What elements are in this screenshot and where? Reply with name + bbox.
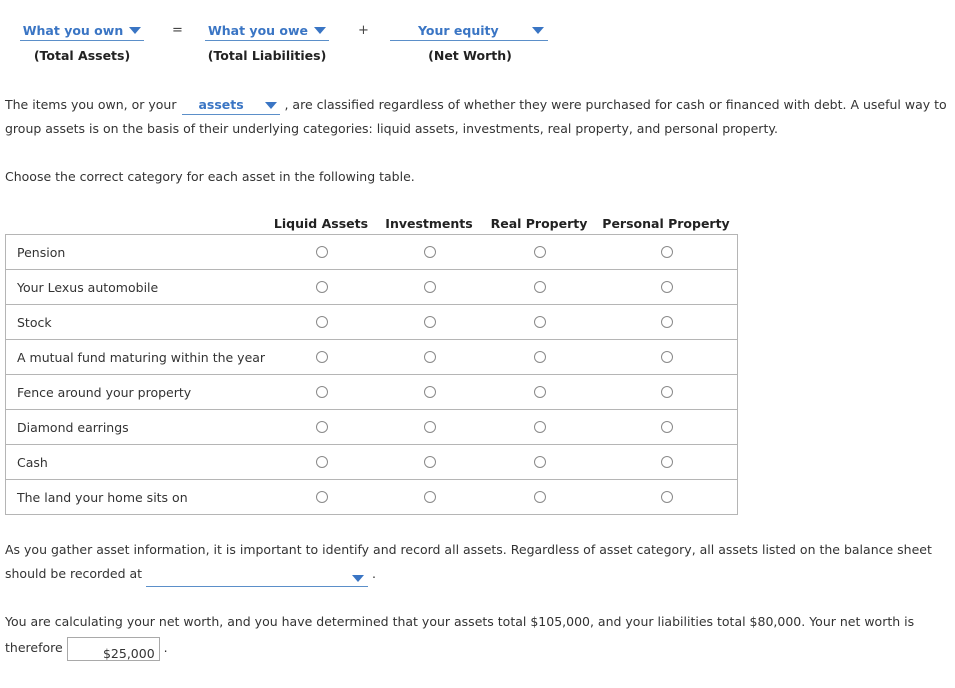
- asset-label: Diamond earrings: [17, 420, 129, 435]
- table-row: [5, 235, 738, 270]
- asset-label: A mutual fund maturing within the year: [17, 350, 266, 365]
- asset-label: Cash: [17, 455, 48, 470]
- radio-investments[interactable]: [424, 386, 436, 398]
- asset-label: Your Lexus automobile: [17, 280, 159, 295]
- radio-liquid-assets[interactable]: [316, 281, 328, 293]
- assets-dropdown-value: assets: [198, 97, 244, 112]
- radio-real-property[interactable]: [534, 351, 546, 363]
- table-header: [5, 212, 738, 235]
- table-row: [5, 270, 738, 305]
- table-row: [5, 340, 738, 375]
- asset-label: Stock: [17, 315, 52, 330]
- instruction-text: Choose the correct category for each asset in the following table.: [5, 169, 415, 184]
- assets-dropdown[interactable]: [182, 97, 280, 115]
- radio-investments[interactable]: [424, 351, 436, 363]
- asset-label: Pension: [17, 245, 66, 260]
- radio-liquid-assets[interactable]: [316, 491, 328, 503]
- para1-after-text: , are classified regardless of whether they were purchased for cash or financed with debt. A useful way to: [284, 97, 947, 112]
- chevron-down-icon: [129, 27, 141, 34]
- what-you-owe-dropdown[interactable]: [205, 21, 329, 41]
- radio-investments[interactable]: [424, 491, 436, 503]
- record-assets-paragraph: As you gather asset information, it is important to identify and record all assets. Regardless of asset category, all assets listed on the balance sheet: [5, 542, 932, 557]
- radio-personal-property[interactable]: [661, 246, 673, 258]
- table-row: [5, 305, 738, 340]
- your-equity-label: Your equity: [418, 23, 499, 38]
- col-personal-property: Personal Property: [602, 216, 730, 231]
- net-worth-label: (Net Worth): [428, 48, 512, 63]
- radio-personal-property[interactable]: [661, 386, 673, 398]
- radio-investments[interactable]: [424, 281, 436, 293]
- what-you-own-label: What you own: [22, 23, 124, 38]
- radio-liquid-assets[interactable]: [316, 316, 328, 328]
- assets-paragraph-line2: group assets is on the basis of their underlying categories: liquid assets, investments, real property, and personal property.: [5, 121, 778, 136]
- chevron-down-icon: [265, 102, 277, 109]
- radio-liquid-assets[interactable]: [316, 246, 328, 258]
- net-worth-paragraph: You are calculating your net worth, and you have determined that your assets total $105,000, and your liabilities total $80,000. Your net worth is: [5, 614, 915, 629]
- radio-real-property[interactable]: [534, 491, 546, 503]
- net-worth-input[interactable]: $25,000: [67, 637, 160, 661]
- table-row: [5, 445, 738, 480]
- radio-real-property[interactable]: [534, 246, 546, 258]
- radio-liquid-assets[interactable]: [316, 456, 328, 468]
- your-equity-dropdown[interactable]: [390, 21, 548, 41]
- radio-liquid-assets[interactable]: [316, 421, 328, 433]
- radio-real-property[interactable]: [534, 281, 546, 293]
- radio-liquid-assets[interactable]: [316, 386, 328, 398]
- asset-label: Fence around your property: [17, 385, 192, 400]
- radio-real-property[interactable]: [534, 386, 546, 398]
- assets-paragraph: [5, 93, 947, 117]
- asset-label: The land your home sits on: [17, 490, 188, 505]
- radio-real-property[interactable]: [534, 316, 546, 328]
- radio-liquid-assets[interactable]: [316, 351, 328, 363]
- radio-personal-property[interactable]: [661, 456, 673, 468]
- col-liquid-assets: Liquid Assets: [273, 216, 369, 231]
- table-row: [5, 410, 738, 445]
- para3-before-text: therefore: [5, 640, 63, 655]
- radio-personal-property[interactable]: [661, 316, 673, 328]
- what-you-owe-label: What you owe: [207, 23, 309, 38]
- record-assets-line2: [5, 562, 376, 587]
- col-investments: Investments: [385, 216, 473, 231]
- total-assets-label: (Total Assets): [33, 48, 131, 63]
- radio-personal-property[interactable]: [661, 351, 673, 363]
- what-you-own-dropdown[interactable]: [20, 21, 144, 41]
- net-worth-line2: [5, 636, 168, 661]
- table-row: [5, 480, 738, 515]
- radio-real-property[interactable]: [534, 421, 546, 433]
- radio-personal-property[interactable]: [661, 421, 673, 433]
- recorded-at-dropdown[interactable]: [146, 571, 368, 587]
- radio-real-property[interactable]: [534, 456, 546, 468]
- para1-before-text: The items you own, or your: [5, 97, 177, 112]
- radio-investments[interactable]: [424, 316, 436, 328]
- radio-personal-property[interactable]: [661, 491, 673, 503]
- radio-investments[interactable]: [424, 246, 436, 258]
- table-row: [5, 375, 738, 410]
- radio-investments[interactable]: [424, 456, 436, 468]
- radio-investments[interactable]: [424, 421, 436, 433]
- total-liabilities-label: (Total Liabilities): [207, 48, 327, 63]
- chevron-down-icon: [532, 27, 544, 34]
- chevron-down-icon: [314, 27, 326, 34]
- radio-personal-property[interactable]: [661, 281, 673, 293]
- para3-after-text: .: [163, 640, 168, 655]
- plus-sign: +: [358, 23, 369, 38]
- para2-after-text: .: [372, 566, 377, 581]
- chevron-down-icon: [352, 575, 364, 582]
- equals-sign: =: [172, 23, 183, 38]
- col-real-property: Real Property: [490, 216, 588, 231]
- para2-before-text: should be recorded at: [5, 566, 143, 581]
